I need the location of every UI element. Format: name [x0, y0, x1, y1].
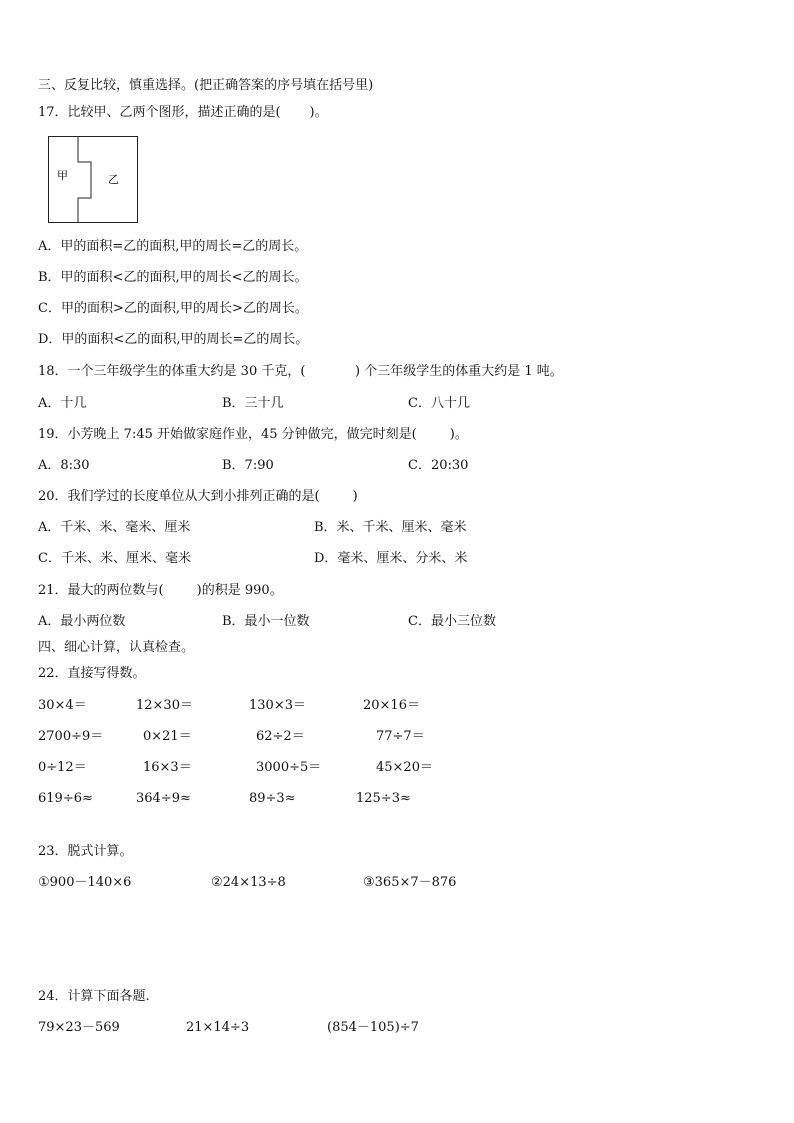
q22-r3-c1: 0÷12＝ [38, 760, 87, 775]
q19-option-b: B．7:90 [222, 458, 274, 473]
q22-r3-c2: 16×3＝ [143, 760, 192, 775]
q23-item-3: ③365×7－876 [363, 875, 457, 890]
q24-stem: 24．计算下面各题. [38, 989, 150, 1004]
q22-r3-c3: 3000÷5＝ [256, 760, 322, 775]
q24-item-3: (854－105)÷7 [327, 1020, 419, 1035]
q22-r4-c3: 89÷3≈ [249, 791, 296, 806]
section-4-heading: 四、细心计算，认真检查。 [38, 640, 195, 655]
q19-stem: 19．小芳晚上 7:45 开始做家庭作业，45 分钟做完，做完时刻是( )。 [38, 427, 468, 442]
q21-stem: 21．最大的两位数与( )的积是 990。 [38, 583, 283, 598]
q17-option-c: C．甲的面积>乙的面积,甲的周长>乙的周长。 [38, 301, 308, 316]
q20-option-c: C．千米、米、厘米、毫米 [38, 551, 191, 566]
section-3-heading: 三、反复比较，慎重选择。(把正确答案的序号填在括号里) [38, 78, 374, 93]
q17-label-jia: 甲 [57, 169, 68, 182]
q22-r4-c1: 619÷6≈ [38, 791, 93, 806]
q22-r1-c3: 130×3＝ [249, 698, 306, 713]
q23-stem: 23．脱式计算。 [38, 844, 133, 859]
q23-item-1: ①900－140×6 [38, 875, 132, 890]
q22-r1-c4: 20×16＝ [363, 698, 420, 713]
q17-option-d: D．甲的面积<乙的面积,甲的周长=乙的周长。 [38, 332, 309, 347]
q22-r2-c4: 77÷7＝ [376, 729, 425, 744]
q18-stem: 18．一个三年级学生的体重大约是 30 千克，( ) 个三年级学生的体重大约是 1 吨。 [38, 364, 563, 379]
q22-r2-c2: 0×21＝ [143, 729, 192, 744]
q22-stem: 22．直接写得数。 [38, 666, 146, 681]
q21-option-b: B．最小一位数 [222, 614, 310, 629]
q24-item-1: 79×23－569 [38, 1020, 120, 1035]
q24-item-2: 21×14÷3 [186, 1020, 250, 1035]
q21-option-a: A．最小两位数 [38, 614, 126, 629]
q21-option-c: C．最小三位数 [408, 614, 496, 629]
q22-r2-c3: 62÷2＝ [256, 729, 305, 744]
q20-option-d: D．毫米、厘米、分米、米 [314, 551, 468, 566]
q22-r4-c4: 125÷3≈ [356, 791, 411, 806]
q20-option-b: B．米、千米、厘米、毫米 [314, 520, 467, 535]
q17-option-a: A．甲的面积=乙的面积,甲的周长=乙的周长。 [38, 239, 308, 254]
q19-option-a: A．8:30 [38, 458, 90, 473]
q17-figure [48, 136, 138, 223]
q17-option-b: B．甲的面积<乙的面积,甲的周长<乙的周长。 [38, 270, 308, 285]
q17-label-yi: 乙 [108, 173, 119, 186]
q22-r1-c1: 30×4＝ [38, 698, 87, 713]
q22-r4-c2: 364÷9≈ [136, 791, 191, 806]
q23-item-2: ②24×13÷8 [211, 875, 286, 890]
q18-option-a: A．十几 [38, 396, 87, 411]
q17-figure-drawing [48, 136, 138, 223]
q22-r1-c2: 12×30＝ [136, 698, 193, 713]
q17-stem: 17．比较甲、乙两个图形，描述正确的是( )。 [38, 105, 328, 120]
q20-option-a: A．千米、米、毫米、厘米 [38, 520, 191, 535]
q19-option-c: C．20:30 [408, 458, 469, 473]
q18-option-b: B．三十几 [222, 396, 284, 411]
q22-r3-c4: 45×20＝ [376, 760, 433, 775]
q18-option-c: C．八十几 [408, 396, 470, 411]
q22-r2-c1: 2700÷9＝ [38, 729, 104, 744]
q20-stem: 20．我们学过的长度单位从大到小排列正确的是( ) [38, 489, 358, 504]
